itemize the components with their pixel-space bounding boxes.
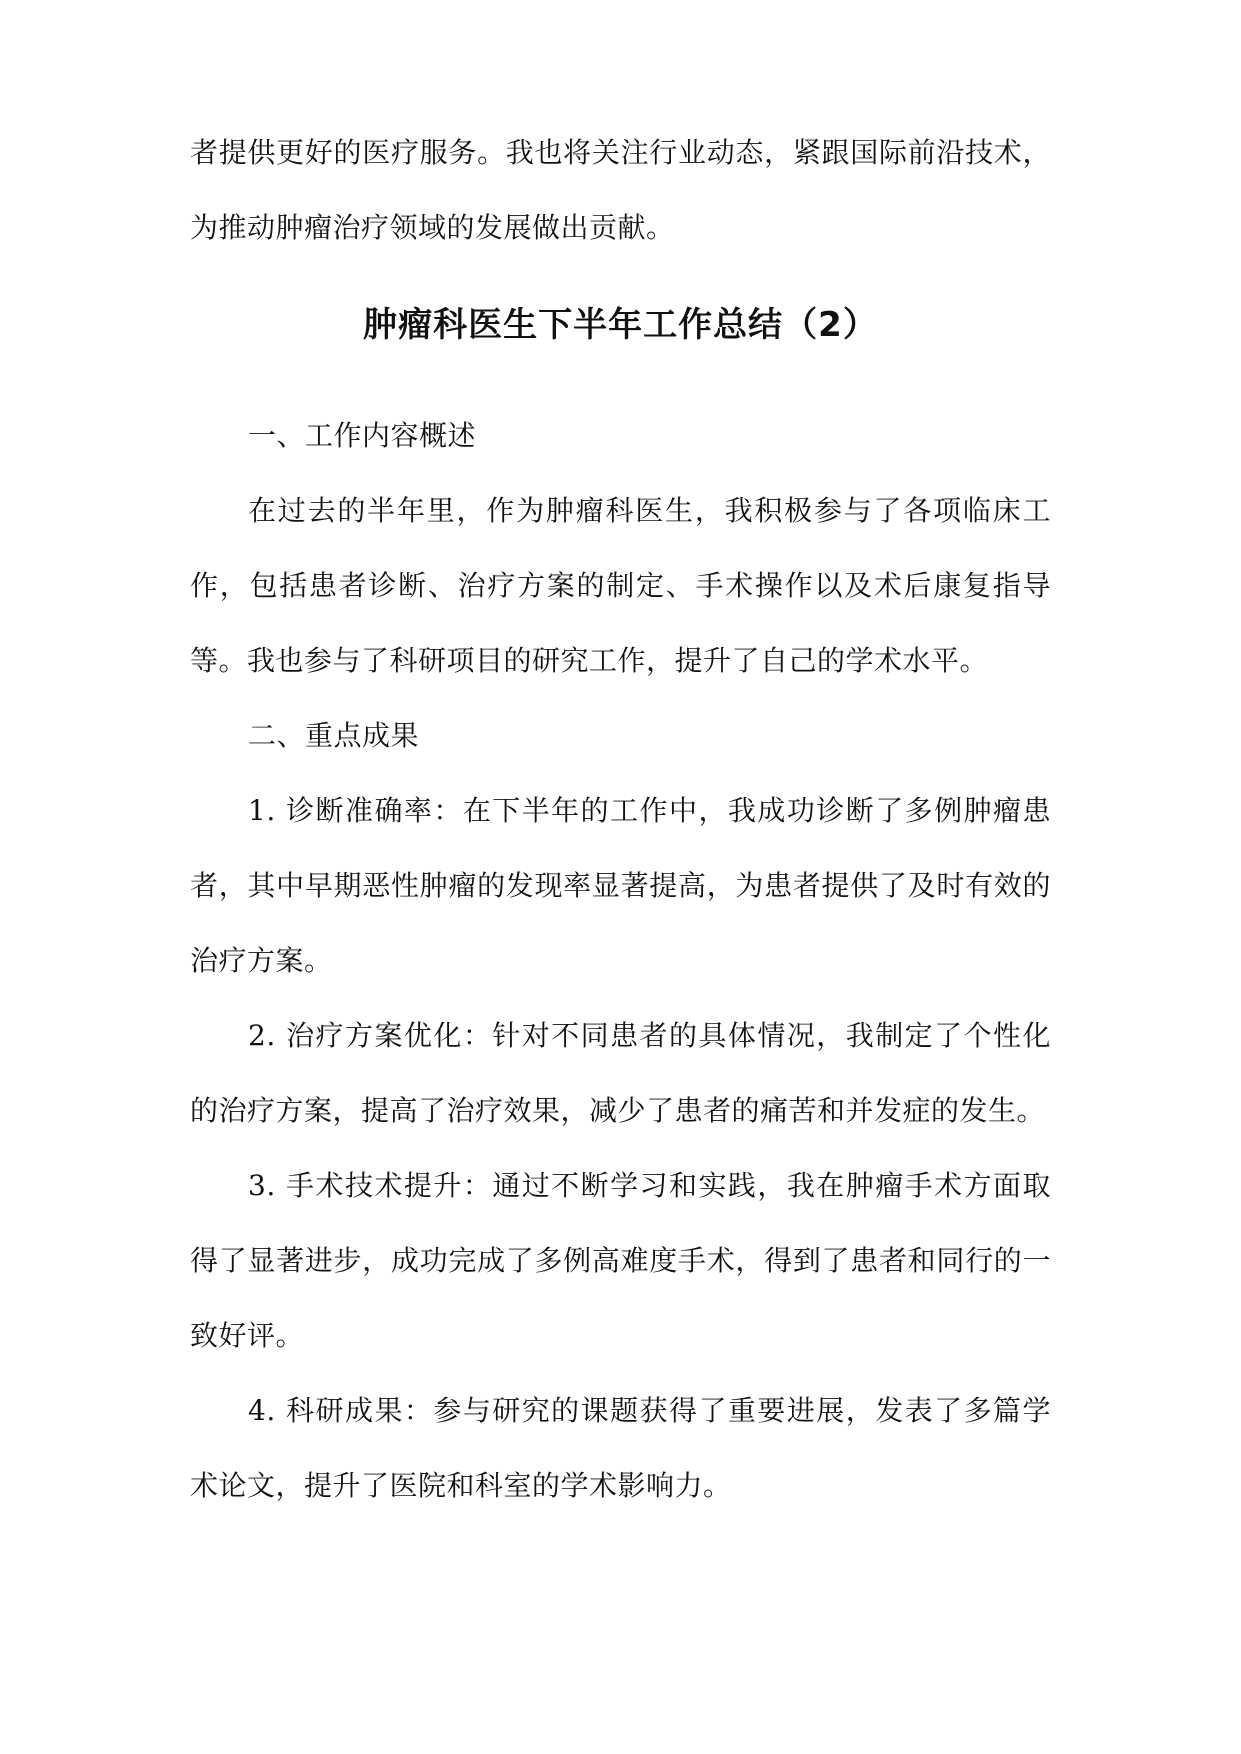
document-title: 肿瘤科医生下半年工作总结（2） [363,305,878,345]
result-item-diagnosis: 1. 诊断准确率：在下半年的工作中，我成功诊断了多例肿瘤患者，其中早期恶性肿瘤的发现率显著提高，为患者提供了及时有效的治疗方案。 [190,794,1051,977]
result-item-treatment: 2. 治疗方案优化：针对不同患者的具体情况，我制定了个性化的治疗方案，提高了治疗效果，减少了患者的痛苦和并发症的发生。 [190,1019,1051,1127]
work-overview-paragraph: 在过去的半年里，作为肿瘤科医生，我积极参与了各项临床工作，包括患者诊断、治疗方案的制定、手术操作以及术后康复指导等。我也参与了科研项目的研究工作，提升了自己的学术水平。 [190,494,1051,677]
result-item-surgery: 3. 手术技术提升：通过不断学习和实践，我在肿瘤手术方面取得了显著进步，成功完成了多例高难度手术，得到了患者和同行的一致好评。 [190,1169,1051,1352]
intro-paragraph: 者提供更好的医疗服务。我也将关注行业动态，紧跟国际前沿技术，为推动肿瘤治疗领域的发展做出贡献。 [190,136,1051,244]
section-heading-work-overview: 一、工作内容概述 [248,419,477,452]
section-heading-key-results: 二、重点成果 [248,719,420,752]
result-item-research: 4. 科研成果：参与研究的课题获得了重要进展，发表了多篇学术论文，提升了医院和科室的学术影响力。 [190,1394,1051,1502]
